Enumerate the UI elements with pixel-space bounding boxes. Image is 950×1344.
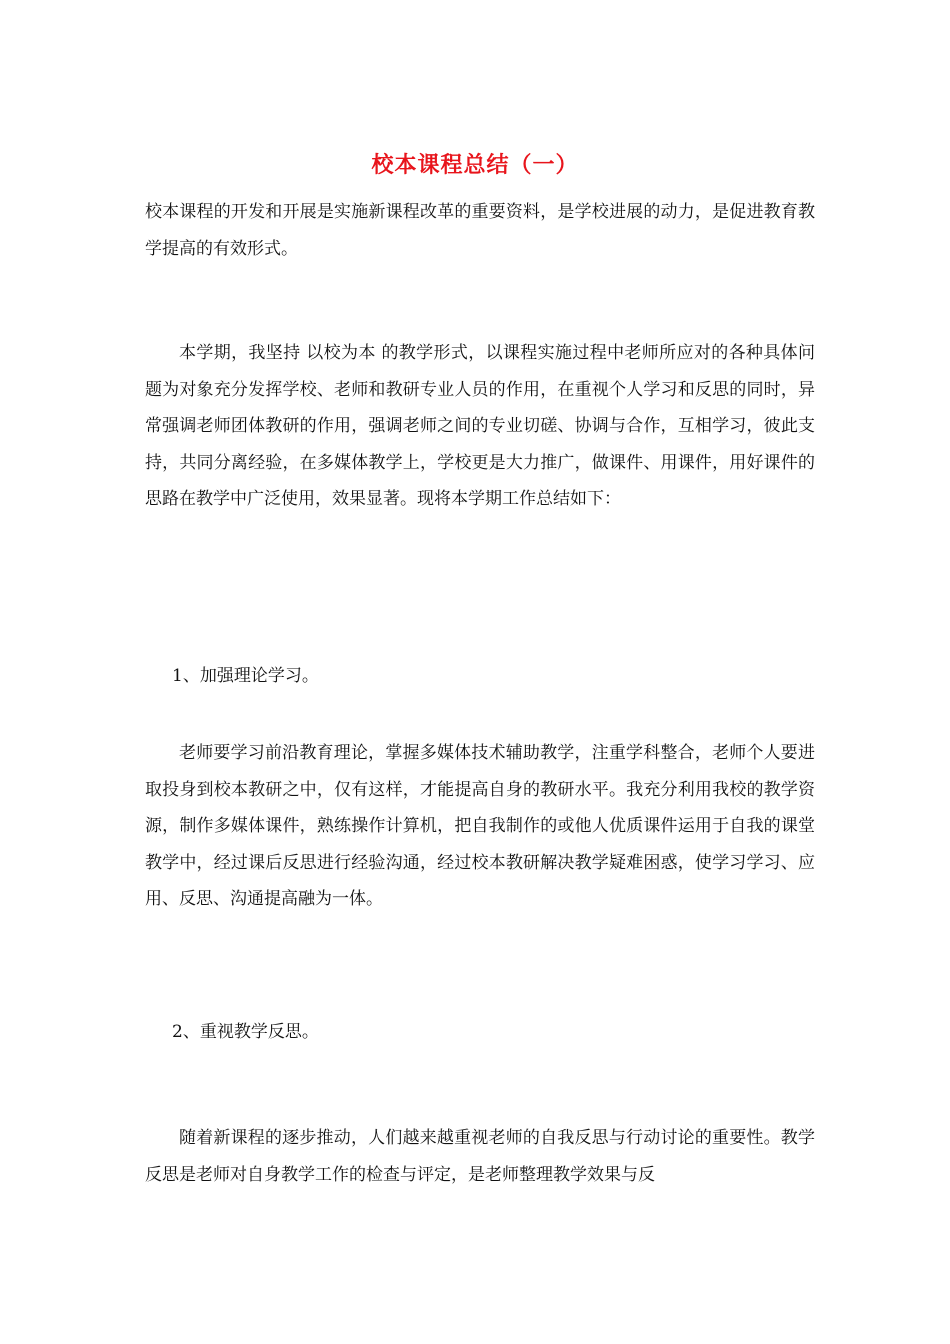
body-paragraph-1: 本学期，我坚持 以校为本 的教学形式，以课程实施过程中老师所应对的各种具体问题为对象充分发挥学校、老师和教研专业人员的作用，在重视个人学习和反思的同时，异常强调老师团体教研的作用，强调老师之间的专业切磋、协调与合作，互相学习，彼此支持，共同分离经验，在多媒体教学上，学校更是大力推广，做课件、用课件，用好课件的思路在教学中广泛使用，效果显著。现将本学期工作总结如下： xyxy=(145,343,815,509)
document-title: 校本课程总结（一） xyxy=(371,153,579,178)
intro-paragraph: 校本课程的开发和开展是实施新课程改革的重要资料，是学校进展的动力，是促进教育教学提高的有效形式。 xyxy=(145,202,815,259)
body-paragraph-2: 老师要学习前沿教育理论，掌握多媒体技术辅助教学，注重学科整合，老师个人要进取投身到校本教研之中，仅有这样，才能提高自身的教研水平。我充分利用我校的教学资源，制作多媒体课件，熟练操作计算机，把自我制作的或他人优质课件运用于自我的课堂教学中，经过课后反思进行经验沟通，经过校本教研解决教学疑难困惑，使学习学习、应用、反思、沟通提高融为一体。 xyxy=(145,743,815,909)
body-paragraph-3: 随着新课程的逐步推动，人们越来越重视老师的自我反思与行动讨论的重要性。教学反思是老师对自身教学工作的检查与评定，是老师整理教学效果与反 xyxy=(145,1128,815,1185)
section-heading-2: 2、重视教学反思。 xyxy=(172,1022,319,1042)
section-heading-1: 1、加强理论学习。 xyxy=(172,666,319,686)
